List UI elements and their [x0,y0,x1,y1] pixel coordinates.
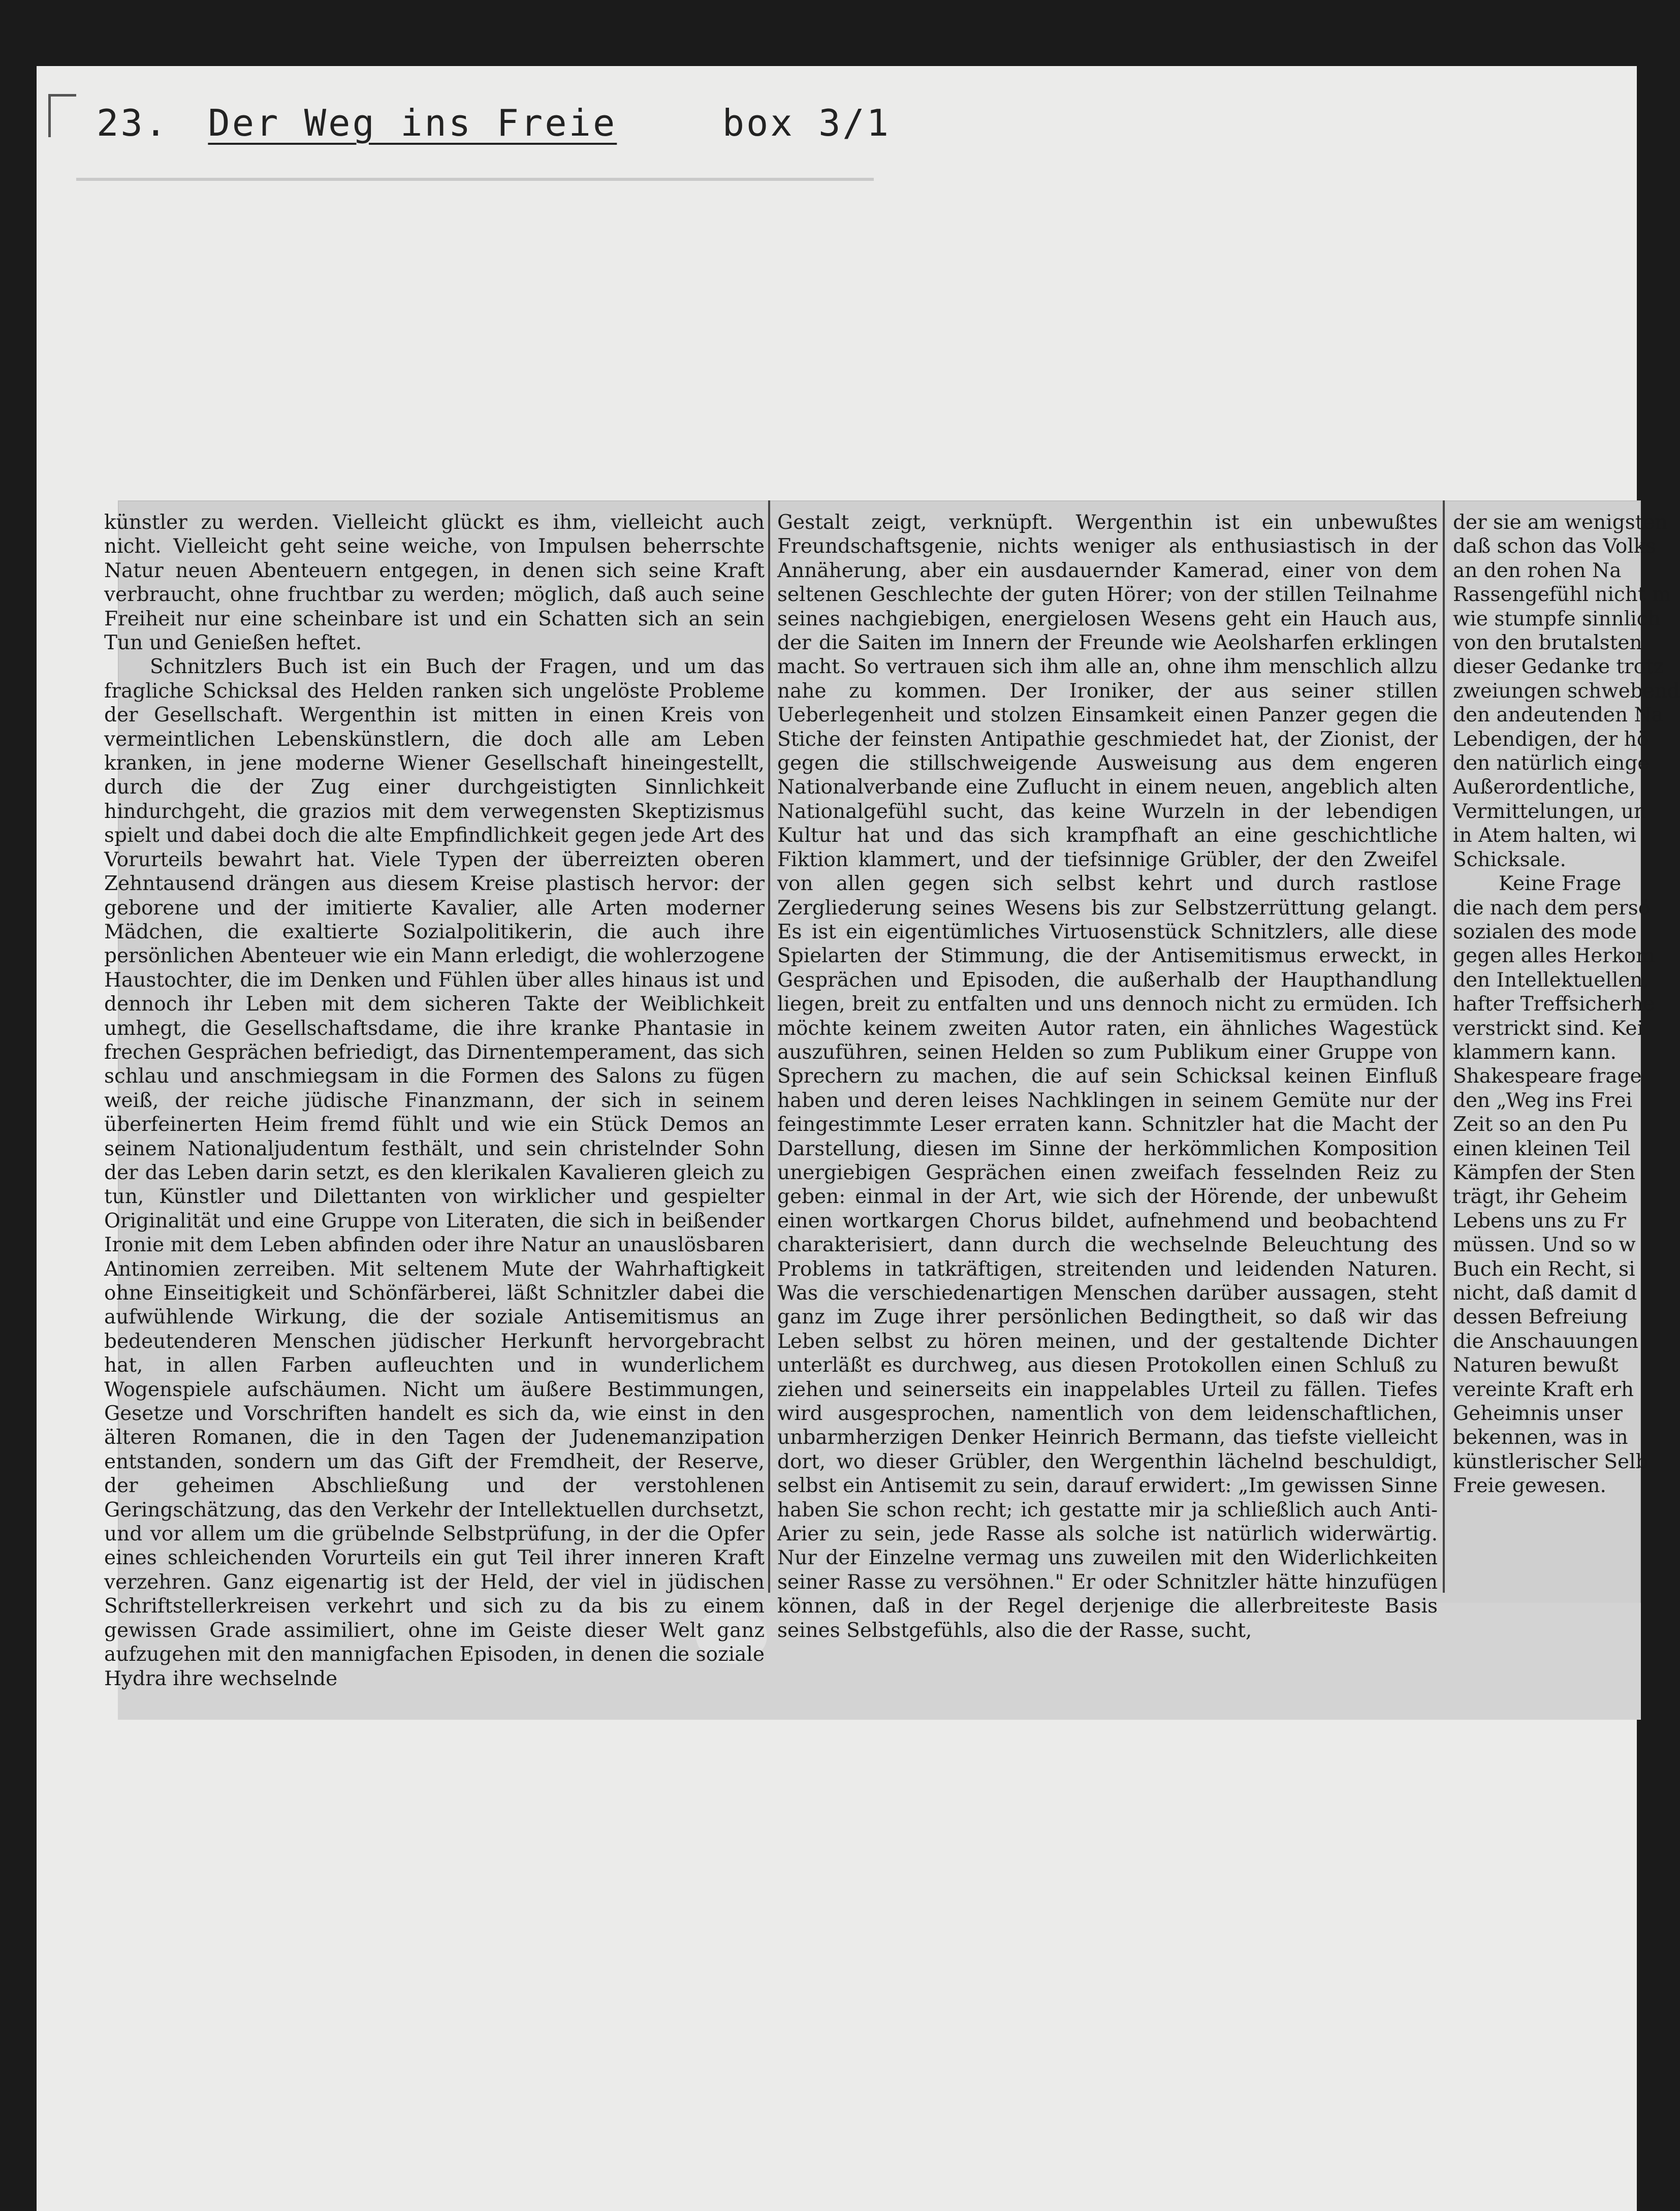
column-line: künstlerischer Selb [1453,1450,1649,1473]
column-line: die nach dem persö [1453,896,1651,920]
column-line: den natürlich einge [1453,752,1650,775]
column-line: gegen alles Herkom [1453,944,1655,968]
column-line: Keine Frage [1499,872,1622,896]
column-line: nicht, daß damit d [1453,1282,1637,1305]
column-line: dieser Gedanke trotz [1453,655,1664,679]
column-line: daß schon das Volks [1453,535,1656,558]
column-line: den andeutenden Na [1453,704,1663,727]
column-line: die Anschauungen [1453,1330,1638,1353]
column-line: dessen Befreiung [1453,1306,1628,1329]
column-line: trägt, ihr Geheim [1453,1185,1628,1209]
paragraph: Gestalt zeigt, verknüpft. Wergenthin ist ein unbewußtes Freundschaftsgenie, nichts weniger als enthusiastisch in der Annäherung, aber ein ausdauernder Kamerad, einer von dem seltenen Geschlechte der guten Hörer; von der stillen Teilnahme seines nachgiebigen, energielosen Wesens geht ein Hauch aus, der die Saiten im Innern der Freunde wie Aeolsharfen erklingen macht. So vertrauen sich ihm alle an, ohne ihm menschlich allzu nahe zu kommen. Der Ironiker, der aus seiner stillen Ueberlegenheit und stolzen Einsamkeit einen Panzer gegen die Stiche der feinsten Antipathie geschmiedet hat, der Zionist, der gegen die stillschweigende Ausweisung aus dem engeren Nationalverbande eine Zuflucht in einem neuen, angeblich alten Nationalgefühl sucht, das keine Wurzeln in der lebendigen Kultur hat und das sich krampfhaft an eine geschichtliche Fiktion klammert, und der tiefsinnige Grübler, der den Zweifel von allen gegen sich selbst kehrt und durch rastlose Zergliederung seines Wesens bis zur Selbstzerrüttung gelangt. Es ist ein eigentümliches Virtuosenstück Schnitzlers, alle diese Spielarten der Stimmung, die der Antisemitismus erweckt, in Gesprächen und Episoden, die außerhalb der Haupthandlung liegen, breit zu entfalten und uns dennoch nicht zu ermüden. Ich möchte keinem zweiten Autor raten, ein ähnliches Wagestück auszuführen, seinen Helden so zum Publikum einer Gruppe von Sprechern zu machen, die auf sein Schicksal keinen Einfluß haben und deren leises Nachklingen in seinem Gemüte nur der feingestimmte Leser erraten kann. Schnitzler hat die Macht der Darstellung, diesen im Sinne der herkömmlichen Komposition unergiebigen Gesprächen einen zweifach fesselnden Reiz zu geben: einmal in der Art, wie sich der Hörende, der unbewußt einen wortkargen Chorus bildet, aufnehmend und beobachtend charakterisiert, dann durch die wechselnde Beleuchtung des Problems in tatkräftigen, streitenden und leidenden Naturen. Was die verschiedenartigen Menschen darüber aussagen, steht ganz im Zuge ihrer persönlichen Bedingtheit, so daß wir das Leben selbst zu hören meinen, und der gestaltende Dichter unterläßt es durchweg, aus diesen Protokollen einen Schluß zu ziehen und seinerseits ein inappelables Urteil zu fällen. Tiefes wird ausgesprochen, namentlich von dem leidenschaftlichen, unbarmherzigen Denker Heinrich Bermann, das tiefste vielleicht dort, wo dieser Grübler, den Wergenthin lächelnd beschuldigt, selbst ein Antisemit zu sein, darauf erwidert: „Im gewissen Sinne haben Sie schon recht; ich gestatte mir ja schließlich auch Anti-Arier zu sein, jede Rasse als solche ist natürlich widerwärtig. Nur der Einzelne vermag uns zuweilen mit den Widerlichkeiten seiner Rasse zu versöhnen." Er oder Schnitzler hätte hinzufügen können, daß in der Regel derjenige die allerbreiteste Basis seines Selbstgefühls, also die der Rasse, sucht, [777,511,1438,1642]
column-line: in Atem halten, wi [1453,824,1636,847]
column-line: Shakespeare frage [1453,1065,1642,1088]
column-line: den „Weg ins Frei [1453,1089,1632,1112]
corner-mark [48,94,76,137]
header-rule [76,178,874,181]
column-line: vereinte Kraft erh [1453,1378,1634,1401]
column-line: von den brutalsten [1453,631,1642,655]
column-line: der sie am wenigsten [1453,511,1668,534]
column-line: einen kleinen Teil [1453,1137,1631,1160]
column-line: Lebendigen, der hö [1453,728,1649,751]
column-line: Schicksale. [1453,848,1566,871]
column-line: Rassengefühl nicht m [1453,583,1671,607]
column-line: Buch ein Recht, si [1453,1257,1635,1281]
column-line: müssen. Und so w [1453,1234,1636,1257]
column-line: Lebens uns zu Fr [1453,1209,1626,1233]
archive-header [97,102,891,163]
column-line: an den rohen Na [1453,559,1622,582]
paragraph: künstler zu werden. Vielleicht glückt es ihm, vielleicht auch nicht. Vielleicht geht seine weiche, von Impulsen beherrschte Natur neuen Abenteuern entgegen, in denen sich seine Kraft verbraucht, ohne fruchtbar zu werden; möglich, daß auch seine Freiheit nur eine scheinbare ist und ein Schatten sich an sein Tun und Genießen heftet. [104,511,765,655]
column-line: Kämpfen der Sten [1453,1161,1636,1184]
column-line: den Intellektuellen, [1453,968,1649,992]
column-line: Zeit so an den Pu [1453,1113,1628,1136]
column-line: Vermittelungen, un [1453,800,1647,823]
paragraph: Schnitzlers Buch ist ein Buch der Fragen, und um das fragliche Schicksal des Helden ranken sich ungelöste Probleme der Gesellschaft. Wergenthin ist mitten in einen Kreis von vermeintlichen Lebenskünstlern, die doch alle am Leben kranken, in jene moderne Wiener Gesellschaft hineingestellt, durch die der Zug einer durchgeistigten Sinnlichkeit hindurchgeht, die grazios mit dem verwegensten Skeptizismus spielt und dabei doch die alte Empfindlichkeit gegen jede Art des Vorurteils bewahrt hat. Viele Typen der überreizten oberen Zehntausend drängen aus diesem Kreise plastisch hervor: der geborene und der imitierte Kavalier, alle Arten moderner Mädchen, die exaltierte Sozialpolitikerin, die auch ihre persönlichen Abenteuer wie ein Mann erledigt, die wohlerzogene Haustochter, die im Denken und Fühlen über alles hinaus ist und dennoch ihr Leben mit dem sicheren Takte der Weiblichkeit umhegt, die Gesellschaftsdame, die ihre kranke Phantasie in frechen Gesprächen befriedigt, das Dirnentemperament, das sich schlau und anschmiegsam in die Formen des Salons zu fügen weiß, der reiche jüdische Finanzmann, der sich in seinem überfeinerten Heim fremd fühlt und wie ein Stück Demos an seinem Nationaljudentum festhält, und sein christelnder Sohn der das Leben darin setzt, es den klerikalen Kavalieren gleich zu tun, Künstler und Dilettanten von wirklicher und gespielter Originalität und eine Gruppe von Literaten, die sich in beißender Ironie mit dem Leben abfinden oder ihre Natur an unauslösbaren Antinomien zerreiben. Mit seltenem Mute der Wahrhaftigkeit ohne Einseitigkeit und Schönfärberei, läßt Schnitzler dabei die aufwühlende Wirkung, die der soziale Antisemitismus an bedeutenderen Menschen jüdischer Herkunft hervorgebracht hat, in allen Farben aufleuchten und in wunderlichem Wogenspiele aufschäumen. Nicht um äußere Bestimmungen, Gesetze und Vorschriften handelt es sich da, wie einst in den älteren Romanen, die in den Tagen der Judenemanzipation entstanden, sondern um das Gift der Fremdheit, der Reserve, der geheimen Abschließung und der verstohlenen Geringschätzung, das den Verkehr der Intellektuellen durchsetzt, und vor allem um die grübelnde Selbstprüfung, in der die Opfer eines schleichenden Vorurteils ein gut Teil ihrer inneren Kraft verzehren. Ganz eigenartig ist der Held, der viel in jüdischen Schriftstellerkreisen verkehrt und sich zu da bis zu einem gewissen Grade assimiliert, ohne im Geiste dieser Welt ganz aufzugehen mit den mannigfachen Episoden, in denen die soziale Hydra ihre wechselnde [104,655,765,1690]
column-line: zweiungen schwebend [1453,679,1680,703]
column-line: Außerordentliche, [1453,776,1636,799]
column-divider [1443,500,1445,1593]
column-line: verstrickt sind. Kei [1453,1017,1644,1040]
article-column-2 [777,511,1438,1642]
column-line: Freie gewesen. [1453,1474,1606,1498]
column-line: Geheimnis unser [1453,1402,1623,1426]
article-column-1 [104,511,765,1690]
box-label: box 3/1 [722,102,891,144]
column-divider [768,500,770,1593]
column-line: klammern kann. [1453,1040,1617,1064]
column-line: hafter Treffsicherhe [1453,993,1655,1016]
item-number: 23. [97,102,169,144]
column-line: Naturen bewußt [1453,1354,1619,1377]
article-column-3-cut [1453,511,1680,1593]
item-title: Der Weg ins Freie [208,102,617,144]
column-line: sozialen des mode [1453,920,1637,943]
column-line: bekennen, was in [1453,1426,1628,1449]
column-line: wie stumpfe sinnlich [1453,607,1661,630]
